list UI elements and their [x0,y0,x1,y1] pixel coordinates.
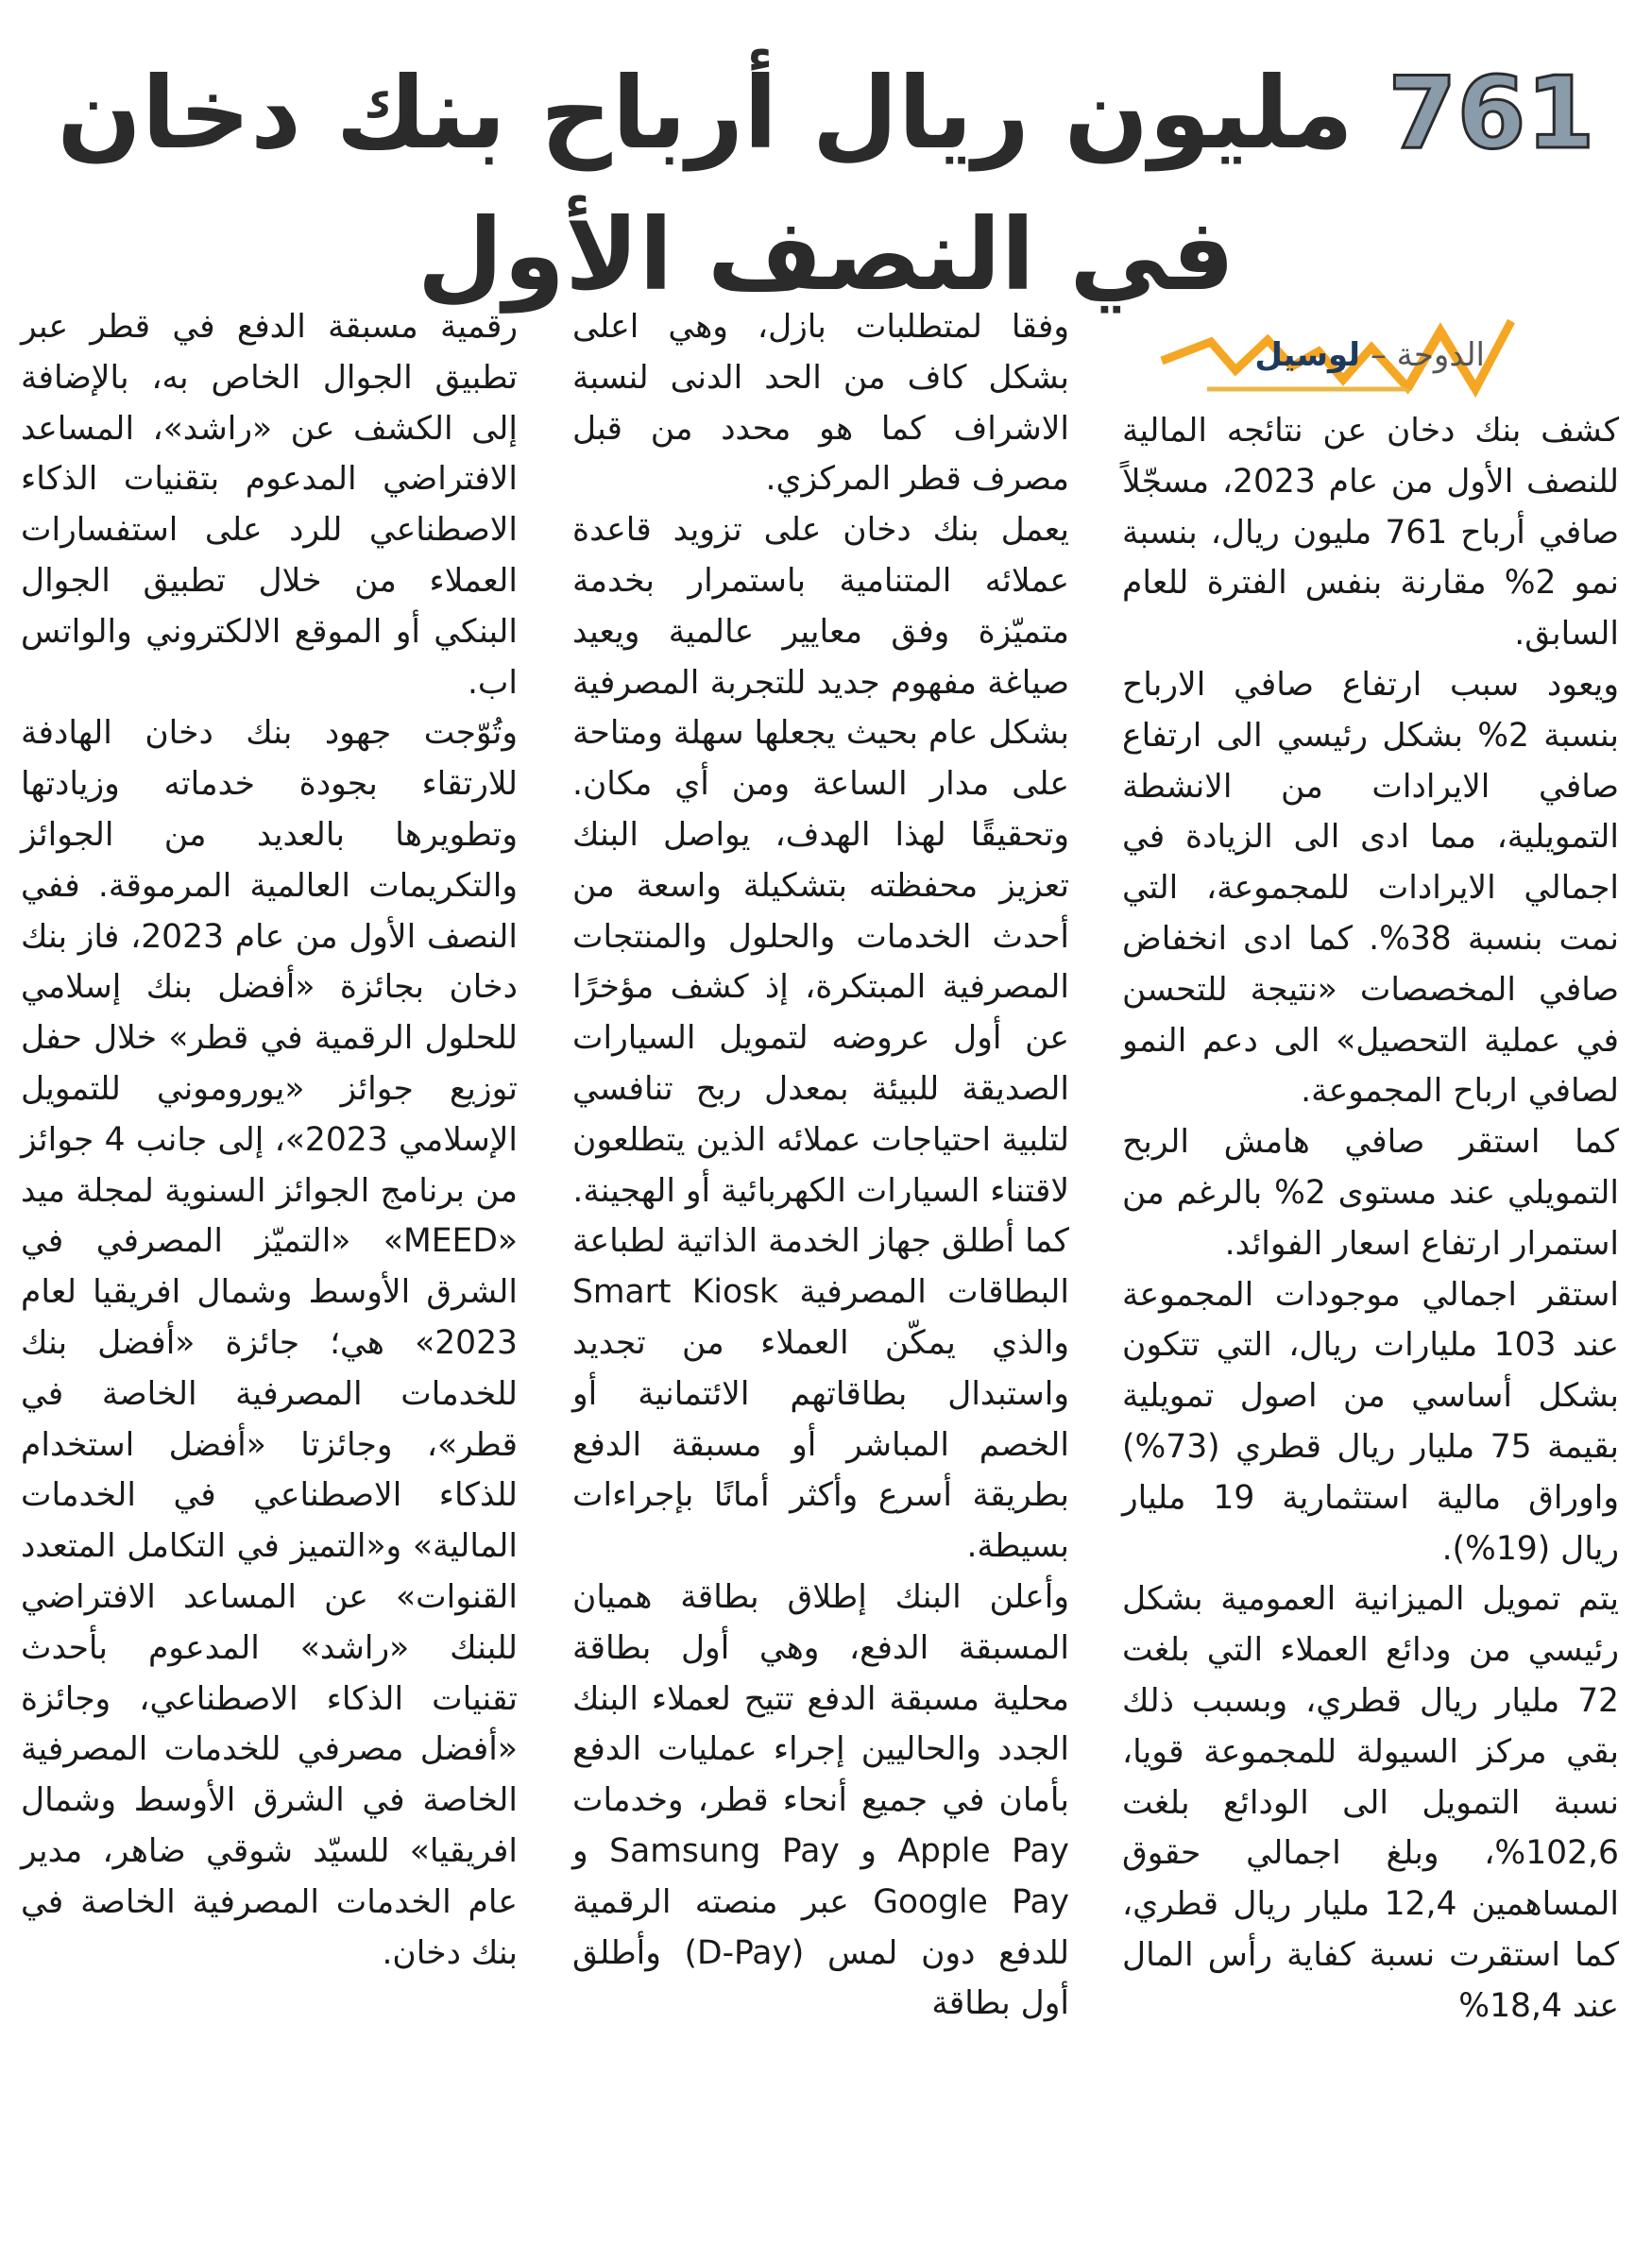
paragraph: ويعود سبب ارتفاع صافي الارباح بنسبة 2% بشكل رئيسي الى ارتفاع صافي الايرادات من الانشطة التمويلية، مما ادى الى الزيادة في اجمالي الايرادات للمجموعة، التي نمت بنسبة 38%. كما ادى انخفاض صافي المخصصات «نتيجة للتحسن في عملية التحصيل» الى دعم النمو لصافي ارباح المجموعة. [1122,665,1619,1111]
headline [0,43,1652,326]
dateline-city: الدوحة – [1370,336,1485,374]
headline-line-1-text: مليون ريال أرباح بنك دخان [57,56,1354,171]
article-column-left [21,302,518,1979]
article-column-right [1122,406,1619,2032]
headline-line-1 [0,43,1652,184]
paragraph: رقمية مسبقة الدفع في قطر عبر تطبيق الجوال الخاص به، بالإضافة إلى الكشف عن «راشد»، المساعد الافتراضي المدعوم بتقنيات الذكاء الاصطناعي للرد على استفسارات العملاء من خلال تطبيق الجوال البنكي أو الموقع الالكتروني والواتس اب. [21,308,518,702]
paragraph: يتم تمويل الميزانية العمومية بشكل رئيسي من ودائع العملاء التي بلغت 72 مليار ريال قطري، وبسبب ذلك بقي مركز السيولة للمجموعة قويا، نسبة التمويل الى الودائع بلغت 102,6%، وبلغ اجمالي حقوق المساهمين 12,4 مليار ريال قطري، كما استقرت نسبة كفاية رأس المال عند 18,4% [1122,1580,1619,2025]
headline-line-2: في النصف الأول [417,197,1235,313]
paragraph: وفقا لمتطلبات بازل، وهي اعلى بشكل كاف من الحد الدنى لنسبة الاشراف كما هو محدد من قبل مصرف قطر المركزي. [572,308,1069,499]
dateline [1254,336,1485,374]
paragraph: كشف بنك دخان عن نتائجه المالية للنصف الأول من عام 2023، مسجّلاً صافي أرباح 761 مليون ريال، بنسبة نمو 2% مقارنة بنفس الفترة للعام السابق. [1122,412,1620,654]
paragraph: كما أطلق جهاز الخدمة الذاتية لطباعة البطاقات المصرفية Smart Kiosk والذي يمكّن العملاء من تجديد واستبدال بطاقاتهم الائتمانية أو الخصم المباشر أو مسبقة الدفع بطريقة أسرع وأكثر أمانًا بإجراءات بسيطة. [572,1222,1069,1566]
headline-number: 761 [1388,56,1595,171]
article-column-middle [572,302,1069,2030]
paragraph: وتُوّجت جهود بنك دخان الهادفة للارتقاء بجودة خدماته وزيادتها وتطويرها بالعديد من الجوائز والتكريمات العالمية المرموقة. ففي النصف الأول من عام 2023، فاز بنك دخان بجائزة «أفضل بنك إسلامي للحلول الرقمية في قطر» خلال حفل توزيع جوائز «يوروموني للتمويل الإسلامي 2023»، إلى جانب 4 جوائز من برنامج الجوائز السنوية لمجلة ميد «MEED» «التميّز المصرفي في الشرق الأوسط وشمال افريقيا لعام 2023» هي؛ جائزة «أفضل بنك للخدمات المصرفية الخاصة في قطر»، وجائزتا «أفضل استخدام للذكاء الاصطناعي في الخدمات المالية» و«التميز في التكامل المتعدد القنوات» عن المساعد الافتراضي للبنك «راشد» المدعوم بأحدث تقنيات الذكاء الاصطناعي، وجائزة «أفضل مصرفي للخدمات المصرفية الخاصة في الشرق الأوسط وشمال افريقيا» للسيّد شوقي ضاهر، مدير عام الخدمات المصرفية الخاصة في بنك دخان. [21,714,518,1972]
paragraph: كما استقر صافي هامش الربح التمويلي عند مستوى 2% بالرغم من استمرار ارتفاع اسعار الفوائد. [1122,1123,1619,1263]
byline [1124,302,1634,401]
paragraph: وأعلن البنك إطلاق بطاقة هميان المسبقة الدفع، وهي أول بطاقة محلية مسبقة الدفع تتيح لعملاء البنك الجدد والحاليين إجراء عمليات الدفع بأمان في جميع أنحاء قطر، وخدمات Apple Pay و Samsung Pay و Google Pay عبر منصته الرقمية للدفع دون لمس (D-Pay) وأطلق أول بطاقة [572,1577,1070,2023]
paragraph: يعمل بنك دخان على تزويد قاعدة عملائه المتنامية باستمرار بخدمة متميّزة وفق معايير عالمية ويعيد صياغة مفهوم جديد للتجربة المصرفية بشكل عام بحيث يجعلها سهلة ومتاحة على مدار الساعة ومن أي مكان. وتحقيقًا لهذا الهدف، يواصل البنك تعزيز محفظته بتشكيلة واسعة من أحدث الخدمات والحلول والمنتجات المصرفية المبتكرة، إذ كشف مؤخرًا عن أول عروضه لتمويل السيارات الصديقة للبيئة بمعدل ربح تنافسي لتلبية احتياجات عملائه الذين يتطلعون لاقتناء السيارات الكهربائية أو الهجينة. [572,511,1069,1210]
paragraph: استقر اجمالي موجودات المجموعة عند 103 مليارات ريال، التي تتكون بشكل أساسي من اصول تمويلية بقيمة 75 مليار ريال قطري (73%) واوراق مالية استثمارية 19 مليار ريال (19%). [1122,1275,1619,1568]
source-name: لوسيل [1254,336,1361,374]
